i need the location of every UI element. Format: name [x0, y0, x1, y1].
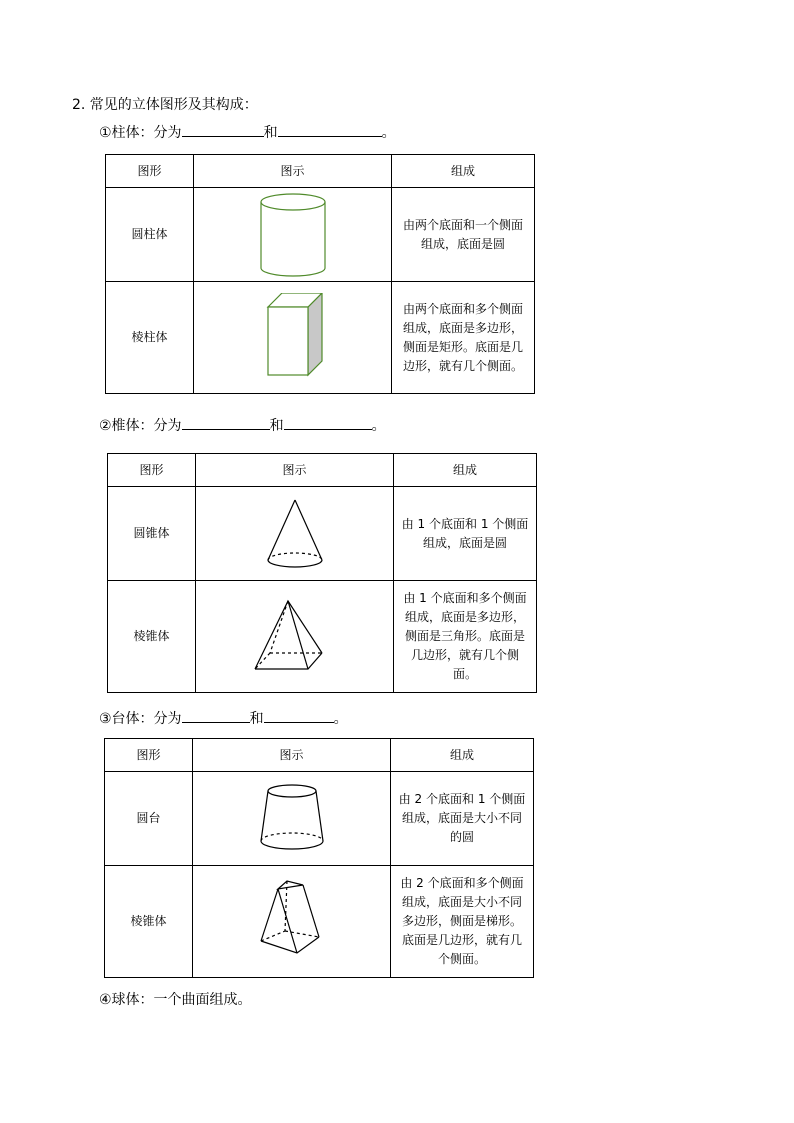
prompt-text: ②椎体：分为: [99, 418, 182, 434]
composition-cell: [392, 188, 535, 282]
header-cell: 图示: [194, 155, 392, 188]
pyramid-icon: [250, 597, 340, 677]
table-row: [108, 581, 537, 693]
desc-line: 几边形，就有几个侧面。: [410, 648, 519, 681]
connector-text: 和: [269, 418, 284, 434]
answer-blank[interactable]: [278, 122, 382, 137]
figure-cell: [193, 866, 391, 978]
desc-line: 边形，就有几个侧面。: [402, 358, 523, 373]
desc-line: 组成，底面是大小不同: [401, 895, 522, 909]
answer-blank[interactable]: [264, 708, 334, 723]
frustum-pyramid-icon: [257, 877, 327, 967]
answer-blank[interactable]: [182, 415, 270, 430]
table-header-row: [106, 155, 535, 188]
header-cell: 图示: [196, 454, 394, 487]
composition-cell: [391, 772, 534, 866]
prompt-line-2: [99, 415, 386, 435]
desc-line: 组成，底面是大小不同: [401, 811, 522, 825]
table-row: [106, 188, 535, 282]
figure-cell: [194, 188, 392, 282]
shape-name-cell: 棱锥体: [108, 581, 196, 693]
desc-line: 由 2 个底面和 1 个侧面: [398, 792, 526, 806]
connector-text: 和: [263, 125, 278, 141]
table-header-row: [108, 454, 537, 487]
cylinder-icon: [253, 190, 333, 280]
solid-table-3: [104, 738, 534, 978]
prism-icon: [258, 293, 328, 383]
shape-name-cell: 圆锥体: [108, 487, 196, 581]
desc-line: 组成，底面是多边形，: [402, 320, 523, 335]
composition-cell: [392, 282, 535, 394]
table-header-row: [105, 739, 534, 772]
table-row: [105, 772, 534, 866]
desc-line: 组成，底面是圆: [420, 236, 505, 251]
desc-line: 由两个底面和多个侧面: [402, 301, 523, 316]
section-heading: 2. 常见的立体图形及其构成：: [72, 97, 258, 113]
solid-table-2: [107, 453, 537, 693]
desc-line: 组成，底面是多边形，: [404, 610, 525, 624]
header-cell: 图形: [105, 739, 193, 772]
period-text: 。: [381, 125, 396, 141]
desc-line: 组成，底面是圆: [422, 535, 507, 550]
header-cell: 组成: [391, 739, 534, 772]
shape-name-cell: 圆柱体: [106, 188, 194, 282]
period-text: 。: [371, 418, 386, 434]
desc-line: 侧面是三角形。底面是: [404, 629, 525, 643]
header-cell: 组成: [394, 454, 537, 487]
header-cell: 图示: [193, 739, 391, 772]
shape-name-cell: 棱锥体: [105, 866, 193, 978]
shape-name-cell: 圆台: [105, 772, 193, 866]
figure-cell: [196, 581, 394, 693]
desc-line: 由 1 个底面和多个侧面: [403, 591, 527, 605]
period-text: 。: [333, 711, 348, 727]
desc-line: 侧面是矩形。底面是几: [402, 339, 523, 354]
figure-cell: [194, 282, 392, 394]
header-cell: 组成: [392, 155, 535, 188]
composition-cell: [391, 866, 534, 978]
frustum-cone-icon: [257, 781, 327, 857]
table-row: [108, 487, 537, 581]
figure-cell: [193, 772, 391, 866]
table-row: [106, 282, 535, 394]
prompt-line-3: [99, 708, 348, 728]
table-row: [105, 866, 534, 978]
prompt-text: ③台体：分为: [99, 711, 182, 727]
cone-icon: [260, 494, 330, 574]
composition-cell: [394, 487, 537, 581]
shape-name-cell: 棱柱体: [106, 282, 194, 394]
sphere-line: ④球体：一个曲面组成。: [99, 992, 252, 1008]
desc-line: 由 2 个底面和多个侧面: [400, 876, 524, 890]
answer-blank[interactable]: [182, 708, 250, 723]
desc-line: 由两个底面和一个侧面: [402, 217, 523, 232]
connector-text: 和: [249, 711, 264, 727]
prompt-text: ①柱体：分为: [99, 125, 182, 141]
desc-line: 的圆: [449, 830, 474, 844]
answer-blank[interactable]: [182, 122, 264, 137]
desc-line: 多边形，侧面是梯形。: [401, 914, 522, 928]
desc-line: 底面是几边形，就有几: [401, 933, 522, 947]
figure-cell: [196, 487, 394, 581]
header-cell: 图形: [106, 155, 194, 188]
answer-blank[interactable]: [284, 415, 372, 430]
header-cell: 图形: [108, 454, 196, 487]
composition-cell: [394, 581, 537, 693]
solid-table-1: [105, 154, 535, 394]
desc-line: 由 1 个底面和 1 个侧面: [401, 516, 529, 531]
prompt-line-1: [99, 122, 396, 142]
desc-line: 个侧面。: [437, 952, 486, 966]
